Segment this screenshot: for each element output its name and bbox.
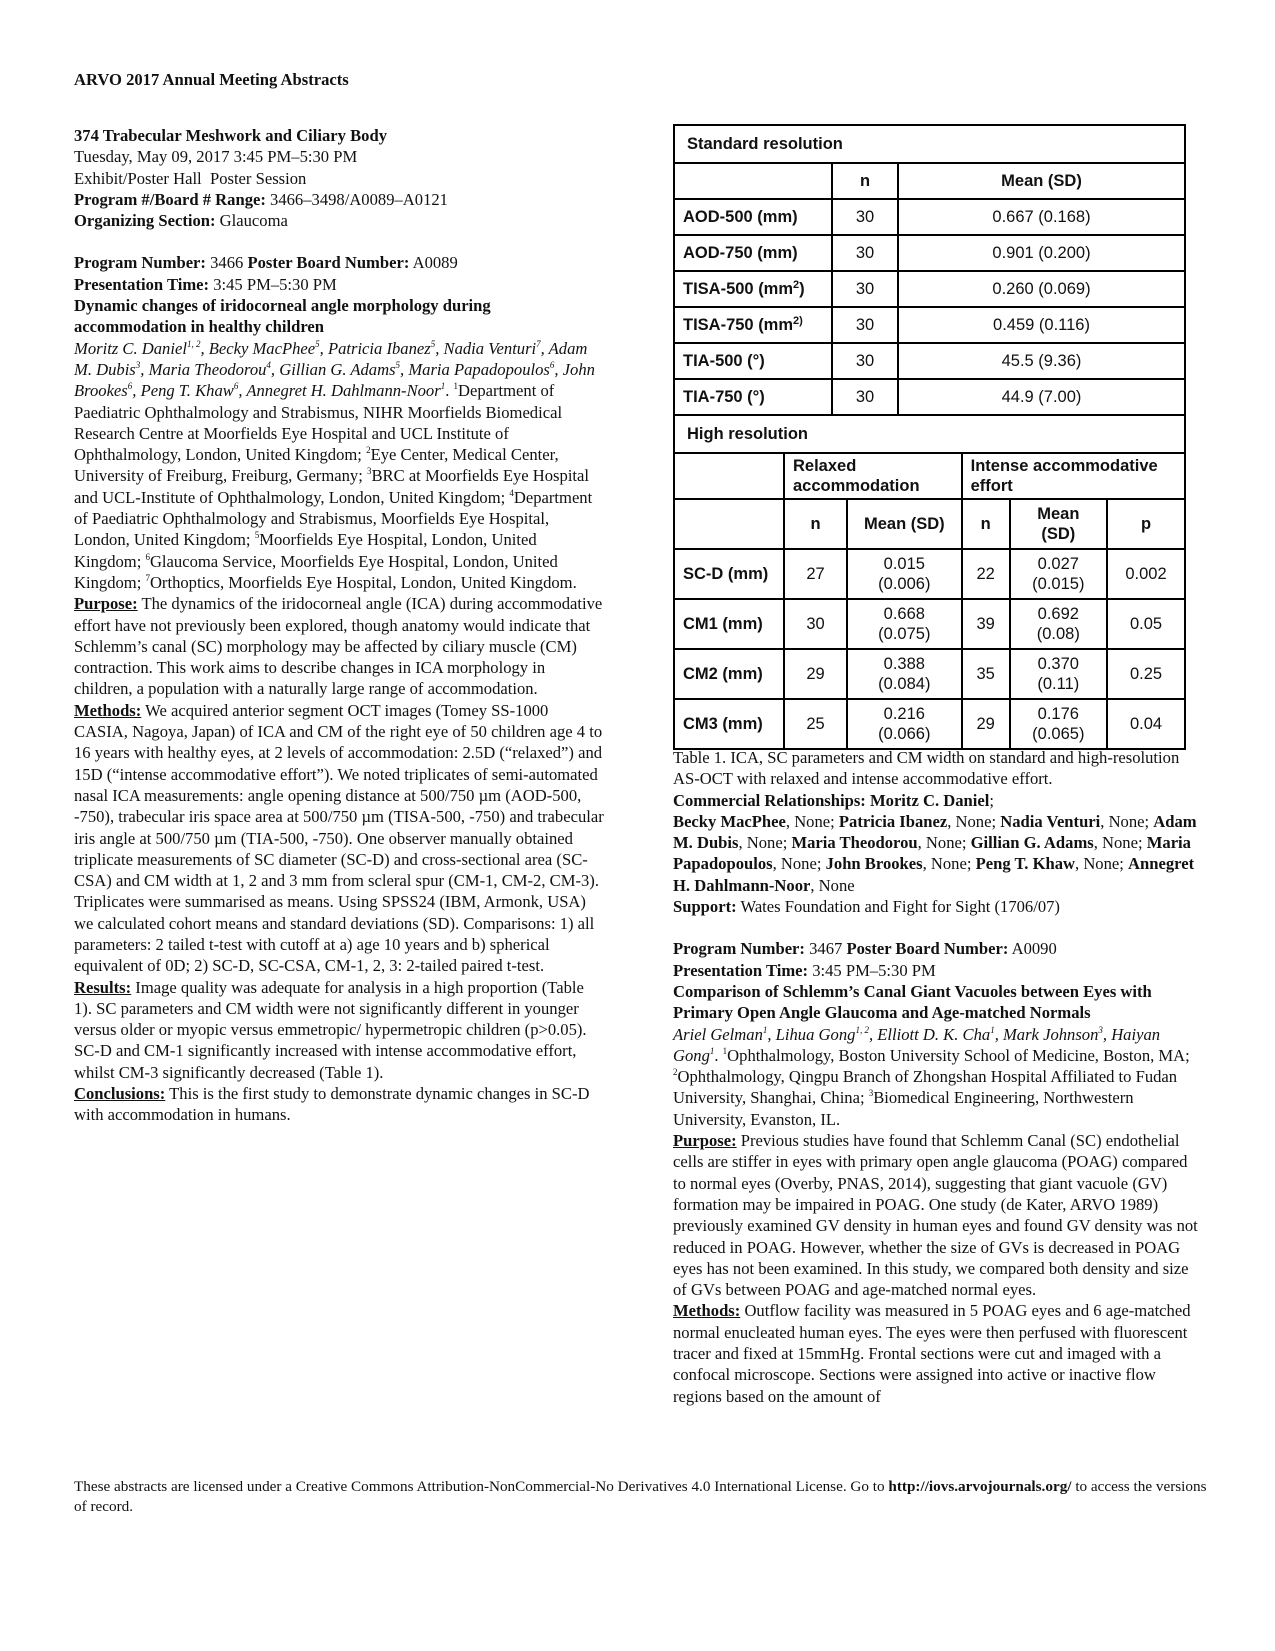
- cell-mean-relaxed: 0.015 (0.006): [847, 549, 962, 599]
- author-affil-number: 6: [549, 359, 555, 370]
- commercial-name: Gillian G. Adams: [970, 833, 1094, 853]
- author-affil-number: 3: [1098, 1024, 1103, 1035]
- table-title-high: High resolution: [674, 415, 1185, 453]
- cell-mean-intense: 0.027 (0.015): [1010, 549, 1107, 599]
- author-affil-number: 6: [233, 381, 239, 392]
- commercial-value: , None;: [922, 854, 976, 874]
- commercial-name: Moritz C. Daniel: [869, 790, 990, 810]
- affil-text: Ophthalmology, Qingpu Branch of Zhongshan Hospital Affiliated to Fudan University, Shanghai, China;: [673, 1067, 1178, 1108]
- table-row: [674, 649, 1185, 699]
- purpose-label: Purpose:: [74, 594, 138, 614]
- footer-text: These abstracts are licensed under a Creative Commons Attribution-NonCommercial-No Derivatives 4.0 International License. Go to: [74, 1478, 889, 1495]
- affil-text: Eye Center, Medical Center, University of Freiburg, Freiburg, Germany;: [74, 445, 559, 486]
- affil-number: 7: [145, 572, 150, 583]
- table-standard: [673, 124, 1186, 416]
- board-value: A0089: [409, 253, 458, 273]
- author-affil-number: 5: [395, 359, 401, 370]
- journal-title: ARVO 2017 Annual Meeting Abstracts: [74, 70, 349, 89]
- affil-number: 3: [868, 1088, 874, 1099]
- affil-text: Department of Paediatric Ophthalmology and Strabismus, NIHR Moorfields Biomedical Research Centre at Moorfields Eye Hospital and UCL Institute of Ophthalmology, London, United Kingdom;: [74, 381, 563, 465]
- left-column: [74, 125, 604, 1126]
- table-high: [673, 414, 1186, 750]
- commercial-value: ;: [989, 790, 994, 810]
- cell-mean-intense: 0.370 (0.11): [1010, 649, 1107, 699]
- author-name: Elliott D. K. Cha: [877, 1024, 991, 1044]
- right-column: [673, 747, 1203, 1407]
- affil-text: Glaucoma Service, Moorfields Eye Hospital, London, United Kingdom;: [74, 551, 558, 592]
- author-affil-number: 1, 2: [855, 1024, 869, 1035]
- header-n: n: [784, 499, 847, 549]
- author-name: Annegret H. Dahlmann-Noor: [246, 381, 441, 401]
- affil-number: 3: [366, 466, 372, 477]
- board-value: A0090: [1008, 939, 1057, 959]
- row-label: CM1 (mm): [674, 599, 784, 649]
- affil-number: 2: [673, 1067, 678, 1078]
- affiliation-list: [74, 381, 592, 592]
- cell-n-relaxed: 29: [784, 649, 847, 699]
- cell-mean-intense: 0.176 (0.065): [1010, 699, 1107, 749]
- author-affil-number: 5: [315, 338, 320, 349]
- cell-n: 30: [832, 235, 898, 271]
- affil-number: 2: [366, 445, 371, 456]
- cell-p: 0.25: [1107, 649, 1185, 699]
- author-affil-number: 1: [709, 1045, 715, 1056]
- row-label-sup: 2): [793, 315, 803, 327]
- cell-n: 30: [832, 343, 898, 379]
- affiliation-list: [673, 1046, 1190, 1129]
- commercial-label: Commercial Relationships:: [673, 790, 866, 810]
- footer-text-end: to access the versions of record.: [74, 1478, 1207, 1515]
- row-label: [674, 235, 832, 271]
- session-title: 374 Trabecular Meshwork and Ciliary Body: [74, 126, 387, 145]
- author-name: Moritz C. Daniel: [74, 338, 187, 358]
- author-list: Ariel Gelman$^1$, Lihua Gong$^{1, 2}$, Elliott D. K. Cha$^1$, Mark Johnson$^3$, Haiyan Gong$^1$: [673, 1024, 1161, 1065]
- commercial-name: Nadia Venturi: [1000, 811, 1101, 831]
- journal-link[interactable]: http://iovs.arvojournals.org/: [888, 1478, 1072, 1495]
- cell-n: 30: [832, 307, 898, 343]
- cell-n: 30: [832, 199, 898, 235]
- purpose-text: The dynamics of the iridocorneal angle (ICA) during accommodative effort have not previously been explored, though anatomy would indicate that Schlemm’s canal (SC) morphology may be affected by ciliary muscle (CM) contraction. This work aims to describe changes in ICA morphology in children, a population with a naturally large range of accommodation.: [74, 594, 603, 699]
- commercial-value: , None;: [917, 833, 971, 853]
- table-row: [674, 235, 1185, 271]
- author-affil-number: 7: [536, 338, 541, 349]
- author-name: Nadia Venturi: [443, 338, 537, 358]
- abstract1-authors-affil: Moritz C. Daniel$^{1, 2}$, Becky MacPhee$^5$, Patricia Ibanez$^5$, Nadia Venturi$^7$, Adam M. Dubis$^3$, Maria Theodorou$^4$, Gillian G. Adams$^5$, Maria Papadopoulos$^6$, John Brookes$^6$, Peng T. Khaw$^6$, Annegret H. Dahlmann-Noor$^1$. $^1$Department of Paediatric Ophthalmology and Strabismus, NIHR Moorfields Biomedical Research Centre at Moorfields Eye Hospital and UCL Institute of Ophthalmology, London, United Kingdom; $^2$Eye Center, Medical Center, University of Freiburg, Freiburg, Germany; $^3$BRC at Moorfields Eye Hospital and UCL-Institute of Ophthalmology, London, United Kingdom; $^4$Department of Paediatric Ophthalmology and Strabismus, Moorfields Eye Hospital, London, United Kingdom; $^5$Moorfields Eye Hospital, London, United Kingdom; $^6$Glaucoma Service, Moorfields Eye Hospital, London, United Kingdom; $^7$Orthoptics, Moorfields Eye Hospital, London, United Kingdom.: [74, 338, 595, 592]
- author-name: Becky MacPhee: [208, 338, 316, 358]
- time-label: Presentation Time:: [673, 960, 809, 980]
- methods-label: Methods:: [673, 1301, 741, 1321]
- abstract2-program: [673, 938, 1203, 959]
- cell-mean-sd: 0.901 (0.200): [898, 235, 1185, 271]
- header-mean-sd: Mean (SD): [1010, 499, 1107, 549]
- author-name: Adam M. Dubis: [74, 338, 588, 379]
- cell-p: 0.05: [1107, 599, 1185, 649]
- methods-label: Methods:: [74, 700, 142, 720]
- cell-n-relaxed: 27: [784, 549, 847, 599]
- author-affil-number: 5: [430, 338, 436, 349]
- cell-n-relaxed: 25: [784, 699, 847, 749]
- cell-n-intense: 35: [962, 649, 1010, 699]
- abstract1-results: [74, 977, 604, 1083]
- cell-mean-intense: 0.692 (0.08): [1010, 599, 1107, 649]
- row-label: [674, 271, 832, 307]
- cell-mean-relaxed: 0.668 (0.075): [847, 599, 962, 649]
- commercial-name: Adam M. Dubis: [673, 811, 1197, 853]
- cell-n-intense: 29: [962, 699, 1010, 749]
- session-section: [74, 210, 604, 231]
- cell-p: 0.04: [1107, 699, 1185, 749]
- cell-mean-sd: 44.9 (7.00): [898, 379, 1185, 415]
- abstract2-title: Comparison of Schlemm’s Canal Giant Vacuoles between Eyes with Primary Open Angle Glaucoma and Age-matched Normals: [673, 981, 1152, 1023]
- table-row: [674, 271, 1185, 307]
- cell-mean-sd: 45.5 (9.36): [898, 343, 1185, 379]
- commercial-name: Becky MacPhee: [673, 811, 786, 831]
- header-mean-sd: Mean (SD): [847, 499, 962, 549]
- table-row: [674, 343, 1185, 379]
- row-label: CM3 (mm): [674, 699, 784, 749]
- affil-number: 5: [254, 530, 260, 541]
- cell-mean-relaxed: 0.388 (0.084): [847, 649, 962, 699]
- commercial-value: , None;: [772, 854, 826, 874]
- row-label-text: TIA-750 (°): [683, 388, 765, 406]
- affil-number: 1: [722, 1045, 728, 1056]
- commercial-name: Patricia Ibanez: [838, 811, 948, 831]
- commercial-value: , None;: [738, 833, 792, 853]
- row-label-text: TISA-750 (mm: [683, 316, 794, 334]
- results-label: Results:: [74, 977, 132, 997]
- author-name: Haiyan Gong: [673, 1024, 1161, 1065]
- author-name: Gillian G. Adams: [279, 359, 396, 379]
- row-label-text: TIA-500 (°): [683, 352, 765, 370]
- cell-mean-relaxed: 0.216 (0.066): [847, 699, 962, 749]
- author-name: Maria Theodorou: [148, 359, 267, 379]
- time-value: 3:45 PM–5:30 PM: [209, 274, 337, 294]
- author-affil-number: 3: [135, 359, 141, 370]
- header-n: n: [962, 499, 1010, 549]
- table-row: [674, 379, 1185, 415]
- abstract1-time: [74, 274, 604, 295]
- affil-number: 1: [453, 381, 458, 392]
- program-label: Program Number:: [74, 253, 206, 273]
- row-label-sup: 2: [793, 279, 800, 291]
- cell-p: 0.002: [1107, 549, 1185, 599]
- group-intense: Intense accommodative effort: [962, 453, 1185, 499]
- commercial-value: , None: [810, 875, 855, 895]
- table-row: [674, 199, 1185, 235]
- table-corner: [674, 499, 784, 549]
- abstract2-authors-affil: Ariel Gelman$^1$, Lihua Gong$^{1, 2}$, Elliott D. K. Cha$^1$, Mark Johnson$^3$, Haiyan Gong$^1$. $^1$Ophthalmology, Boston University School of Medicine, Boston, MA; $^2$Ophthalmology, Qingpu Branch of Zhongshan Hospital Affiliated to Fudan University, Shanghai, China; $^3$Biomedical Engineering, Northwestern University, Evanston, IL.: [673, 1024, 1190, 1129]
- table-row: [674, 549, 1185, 599]
- affil-text: Ophthalmology, Boston University School of Medicine, Boston, MA;: [727, 1045, 1190, 1065]
- results-text: Image quality was adequate for analysis in a high proportion (Table 1). SC parameters and CM width were not significantly different in younger versus older or myopic versus emmetropic/ hypermetropic children (p>0.05). SC-D and CM-1 significantly increased with intense accommodative effort, whilst CM-3 significantly decreased (Table 1).: [74, 977, 587, 1082]
- commercial-value: , None;: [1100, 811, 1154, 831]
- cell-mean-sd: 0.260 (0.069): [898, 271, 1185, 307]
- section-label: Organizing Section:: [74, 211, 216, 231]
- author-list: Moritz C. Daniel$^{1, 2}$, Becky MacPhee$^5$, Patricia Ibanez$^5$, Nadia Venturi$^7$, Adam M. Dubis$^3$, Maria Theodorou$^4$, Gillian G. Adams$^5$, Maria Papadopoulos$^6$, John Brookes$^6$, Peng T. Khaw$^6$, Annegret H. Dahlmann-Noor$^1$: [74, 338, 595, 401]
- abstract2-purpose: [673, 1130, 1203, 1300]
- table-corner: [674, 453, 784, 499]
- author-affil-number: 1: [990, 1024, 995, 1035]
- abstract2-methods: [673, 1300, 1203, 1406]
- time-label: Presentation Time:: [74, 274, 210, 294]
- table-corner: [674, 163, 832, 199]
- header-p: p: [1107, 499, 1185, 549]
- author-affil-number: 6: [127, 381, 133, 392]
- row-label: [674, 379, 832, 415]
- cell-mean-sd: 0.459 (0.116): [898, 307, 1185, 343]
- row-label: [674, 343, 832, 379]
- cell-mean-sd: 0.667 (0.168): [898, 199, 1185, 235]
- time-value: 3:45 PM–5:30 PM: [808, 960, 936, 980]
- commercial-name: Annegret H. Dahlmann-Noor: [673, 854, 1195, 895]
- program-label: Program Number:: [673, 939, 805, 959]
- author-name: John Brookes: [74, 359, 595, 401]
- commercial-value: , None;: [1075, 854, 1129, 874]
- affil-number: 4: [509, 487, 514, 498]
- author-name: Lihua Gong: [775, 1024, 856, 1044]
- affil-text: Moorfields Eye Hospital, London, United Kingdom;: [74, 530, 537, 571]
- section-value: Glaucoma: [215, 211, 288, 231]
- table-title-standard: Standard resolution: [674, 125, 1185, 163]
- row-label: [674, 307, 832, 343]
- session-datetime: Tuesday, May 09, 2017 3:45 PM–5:30 PM: [74, 147, 358, 167]
- conclusions-label: Conclusions:: [74, 1084, 166, 1104]
- commercial-name: Maria Theodorou: [791, 833, 918, 853]
- header-n: n: [832, 163, 898, 199]
- group-relaxed: Relaxed accommodation: [784, 453, 962, 499]
- table-caption: Table 1. ICA, SC parameters and CM width on standard and high-resolution AS-OCT with relaxed and intense accommodative effort.: [673, 748, 1180, 789]
- cell-n: 30: [832, 379, 898, 415]
- session-location: Exhibit/Poster Hall Poster Session: [74, 168, 307, 188]
- abstract1-program: [74, 252, 604, 273]
- commercial-value: , None;: [1093, 833, 1147, 853]
- author-name: Patricia Ibanez: [327, 338, 431, 358]
- commercial-value: , None;: [947, 811, 1001, 831]
- table-row: [674, 599, 1185, 649]
- abstract1-conclusions: [74, 1083, 604, 1126]
- row-label-text: AOD-500 (mm): [683, 208, 798, 226]
- commercial-name: Maria Papadopoulos: [673, 833, 1191, 874]
- methods-text: Outflow facility was measured in 5 POAG eyes and 6 age-matched normal enucleated human eyes. The eyes were then perfused with fluorescent tracer and fixed at 15mmHg. Frontal sections were cut and imaged with a confocal microscope. Sections were assigned into active or inactive flow regions based on the amount of: [673, 1301, 1191, 1406]
- commercial-name: Peng T. Khaw: [975, 854, 1076, 874]
- author-affil-number: 4: [266, 359, 271, 370]
- range-label: Program #/Board # Range:: [74, 189, 266, 209]
- author-name: Mark Johnson: [1002, 1024, 1099, 1044]
- table-row: [674, 699, 1185, 749]
- row-label: CM2 (mm): [674, 649, 784, 699]
- commercial-relationships: [673, 790, 1203, 896]
- table-row: [674, 307, 1185, 343]
- row-label: [674, 199, 832, 235]
- author-affil-number: 1, 2: [186, 338, 201, 349]
- cell-n-intense: 22: [962, 549, 1010, 599]
- conclusions-text: This is the first study to demonstrate dynamic changes in SC-D with accommodation in humans.: [74, 1084, 590, 1125]
- support-text: Wates Foundation and Fight for Sight (1706/07): [736, 897, 1060, 917]
- purpose-text: Previous studies have found that Schlemm Canal (SC) endothelial cells are stiffer in eyes with primary open angle glaucoma (POAG) compared to normal eyes (Overby, PNAS, 2014), suggesting that giant vacuole (GV) formation may be impaired in POAG. One study (de Kater, ARVO 1989) previously examined GV density in human eyes and found GV density was not reduced in POAG. However, whether the size of GVs is decreased in POAG eyes has not been examined. In this study, we compared both density and size of GVs between POAG and age-matched normal eyes.: [673, 1131, 1198, 1300]
- results-table: [673, 124, 1186, 750]
- affil-number: 6: [145, 551, 150, 562]
- author-name: Peng T. Khaw: [140, 381, 234, 401]
- row-label-text: AOD-750 (mm): [683, 244, 798, 262]
- methods-text: We acquired anterior segment OCT images (Tomey SS-1000 CASIA, Nagoya, Japan) of ICA and CM of the right eye of 50 children age 4 to 16 years with healthy eyes, at 2 levels of accommodation: 2.5D (“relaxed”) and 15D (“intense accommodative effort”). We noted triplicates of semi-automated nasal ICA measurements: angle opening distance at 500/750 µm (AOD-500, -750), trabecular iris space area at 500/750 µm (TISA-500, -750) and trabecular iris angle at 500/750 µm (TIA-500, -750). One observer manually obtained triplicate measurements of SC diameter (SC-D) and cross-sectional area (SC-CSA) and CM width at 1, 2 and 3 mm from scleral spur (CM-1, CM-2, CM-3). Triplicates were summarised as means. Using SPSS24 (IBM, Armonk, USA) we calculated cohort means and standard deviations (SD). Comparisons: 1) all parameters: 2 tailed t-test with cutoff at a) age 10 years and b) spherical equivalent of 0D; 2) SC-D, SC-CSA, CM-1, 2, 3: 2-tailed paired t-test.: [74, 700, 604, 976]
- author-affil-number: 1: [440, 381, 446, 392]
- header-mean-sd: Mean (SD): [898, 163, 1185, 199]
- program-value: 3467: [804, 939, 847, 959]
- author-affil-number: 1: [762, 1024, 768, 1035]
- commercial-name: John Brookes: [825, 854, 923, 874]
- license-footer: [74, 1477, 1214, 1517]
- affil-text: BRC at Moorfields Eye Hospital and UCL-Institute of Ophthalmology, London, United Kingdom;: [74, 466, 590, 507]
- abstract1-methods: [74, 700, 604, 977]
- row-label: SC-D (mm): [674, 549, 784, 599]
- session-range: [74, 189, 604, 210]
- abstract1-purpose: [74, 593, 604, 699]
- row-label-close: ): [799, 280, 805, 298]
- author-name: Ariel Gelman: [673, 1024, 763, 1044]
- cell-n: 30: [832, 271, 898, 307]
- affil-text: Biomedical Engineering, Northwestern University, Evanston, IL.: [673, 1088, 1134, 1129]
- affil-text: Orthoptics, Moorfields Eye Hospital, London, United Kingdom.: [149, 572, 577, 592]
- program-value: 3466: [205, 253, 248, 273]
- affil-text: Department of Paediatric Ophthalmology and Strabismus, Moorfields Eye Hospital, London, United Kingdom;: [74, 487, 593, 550]
- support-label: Support:: [673, 897, 737, 917]
- support: [673, 896, 1203, 917]
- cell-n-intense: 39: [962, 599, 1010, 649]
- board-label: Poster Board Number:: [247, 253, 410, 273]
- row-label-text: TISA-500 (mm: [683, 280, 794, 298]
- abstract2-time: [673, 960, 1203, 981]
- commercial-value: , None;: [785, 811, 839, 831]
- cell-n-relaxed: 30: [784, 599, 847, 649]
- purpose-label: Purpose:: [673, 1131, 737, 1151]
- author-name: Maria Papadopoulos: [408, 359, 550, 379]
- range-value: 3466–3498/A0089–A0121: [265, 189, 448, 209]
- abstract1-title: Dynamic changes of iridocorneal angle morphology during accommodation in healthy children: [74, 296, 491, 337]
- board-label: Poster Board Number:: [846, 939, 1009, 959]
